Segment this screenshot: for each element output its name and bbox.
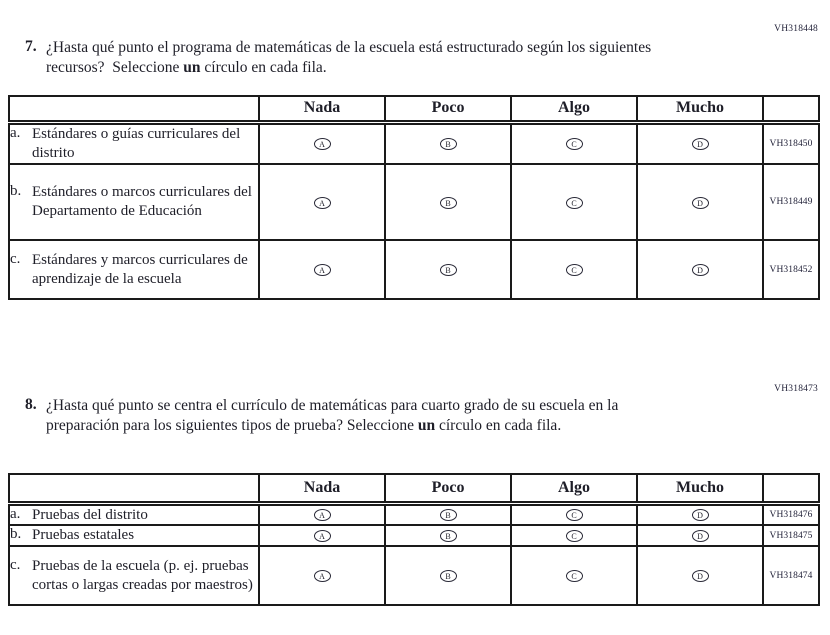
header-code-cell [763, 96, 819, 122]
option-cell-algo [511, 122, 637, 164]
option-bubble-d[interactable]: D [692, 570, 709, 582]
row-label: Estándares o guías curriculares del distrito [32, 126, 241, 161]
option-bubble-b[interactable]: B [440, 138, 457, 150]
question8-response-table [8, 473, 820, 606]
header-empty-cell [9, 96, 259, 122]
option-bubble-b[interactable]: B [440, 570, 457, 582]
option-bubble-b[interactable]: B [440, 530, 457, 542]
table-header-row [9, 474, 819, 503]
header-nada: Nada [259, 96, 385, 122]
option-bubble-a[interactable]: A [314, 138, 331, 150]
table-row [9, 546, 819, 605]
question8-text-pre: ¿Hasta qué punto se centra el currículo de matemáticas para cuarto grado de su escuela en la preparación para los siguientes tipos de prueba? Seleccione [46, 397, 623, 435]
option-bubble-a[interactable]: A [314, 509, 331, 521]
question7-number: 7. [25, 38, 37, 55]
option-bubble-d[interactable]: D [692, 509, 709, 521]
option-cell-algo [511, 164, 637, 240]
question7 [25, 38, 725, 78]
row-label: Pruebas estatales [32, 527, 135, 544]
option-bubble-b[interactable]: B [440, 509, 457, 521]
row-label: Pruebas del distrito [32, 506, 148, 523]
option-cell-poco [385, 240, 511, 299]
row-letter: b. [10, 183, 22, 200]
row-letter: a. [10, 505, 21, 522]
row-label: Pruebas de la escuela (p. ej. pruebas cortas o largas creadas por maestros) [32, 558, 253, 593]
question8-text-emphasis: un [417, 417, 436, 435]
option-bubble-c[interactable]: C [566, 264, 583, 276]
header-mucho: Mucho [637, 96, 763, 122]
table-row [9, 240, 819, 299]
option-cell-nada [259, 240, 385, 299]
row-code: VH318450 [763, 122, 819, 164]
question8-text-post: círculo en cada fila. [435, 417, 562, 435]
row-code: VH318474 [763, 546, 819, 605]
table-row [9, 503, 819, 525]
row-letter: b. [10, 526, 22, 543]
option-cell-poco [385, 503, 511, 525]
option-cell-nada [259, 546, 385, 605]
option-cell-algo [511, 546, 637, 605]
option-cell-mucho [637, 546, 763, 605]
option-bubble-a[interactable]: A [314, 570, 331, 582]
header-nada: Nada [259, 474, 385, 503]
table-row [9, 525, 819, 546]
option-cell-poco [385, 546, 511, 605]
option-bubble-d[interactable]: D [692, 530, 709, 542]
option-cell-algo [511, 240, 637, 299]
question7-text [46, 38, 706, 78]
table-row [9, 122, 819, 164]
row-label-cell [9, 546, 259, 605]
option-bubble-c[interactable]: C [566, 570, 583, 582]
option-bubble-c[interactable]: C [566, 197, 583, 209]
option-cell-poco [385, 122, 511, 164]
question8-number: 8. [25, 396, 37, 413]
row-label-cell [9, 240, 259, 299]
option-cell-nada [259, 503, 385, 525]
row-label: Estándares y marcos curriculares de aprendizaje de la escuela [32, 251, 248, 287]
question7-text-pre: ¿Hasta qué punto el programa de matemáticas de la escuela está estructurado según los siguientes recursos? Seleccione [46, 39, 656, 77]
question8 [25, 396, 725, 436]
row-label: Estándares o marcos curriculares del Departamento de Educación [32, 184, 252, 219]
header-code-cell [763, 474, 819, 503]
header-algo: Algo [511, 474, 637, 503]
option-bubble-a[interactable]: A [314, 264, 331, 276]
option-bubble-a[interactable]: A [314, 197, 331, 209]
option-cell-mucho [637, 503, 763, 525]
header-empty-cell [9, 474, 259, 503]
option-cell-mucho [637, 164, 763, 240]
row-letter: c. [10, 557, 21, 573]
option-bubble-d[interactable]: D [692, 197, 709, 209]
question8-accession-code: VH318473 [774, 384, 818, 394]
header-algo: Algo [511, 96, 637, 122]
row-code: VH318475 [763, 525, 819, 546]
option-cell-algo [511, 525, 637, 546]
row-label-cell [9, 164, 259, 240]
option-bubble-b[interactable]: B [440, 264, 457, 276]
question7-accession-code: VH318448 [774, 24, 818, 34]
option-bubble-c[interactable]: C [566, 138, 583, 150]
row-letter: c. [10, 250, 21, 267]
option-bubble-d[interactable]: D [692, 138, 709, 150]
question7-response-table [8, 95, 820, 300]
option-cell-algo [511, 503, 637, 525]
option-bubble-b[interactable]: B [440, 197, 457, 209]
row-code: VH318449 [763, 164, 819, 240]
option-cell-poco [385, 525, 511, 546]
row-letter: a. [10, 125, 21, 141]
header-poco: Poco [385, 96, 511, 122]
option-bubble-c[interactable]: C [566, 530, 583, 542]
row-label-cell [9, 503, 259, 525]
header-poco: Poco [385, 474, 511, 503]
row-label-cell [9, 525, 259, 546]
option-cell-nada [259, 525, 385, 546]
option-cell-nada [259, 122, 385, 164]
row-code: VH318452 [763, 240, 819, 299]
table-header-row [9, 96, 819, 122]
option-cell-nada [259, 164, 385, 240]
table-row [9, 164, 819, 240]
option-cell-poco [385, 164, 511, 240]
option-bubble-a[interactable]: A [314, 530, 331, 542]
row-label-cell [9, 122, 259, 164]
question7-text-emphasis: un [183, 59, 201, 77]
option-cell-mucho [637, 122, 763, 164]
question8-text [46, 396, 691, 436]
question7-text-post: círculo en cada fila. [200, 59, 327, 77]
row-code: VH318476 [763, 503, 819, 525]
header-mucho: Mucho [637, 474, 763, 503]
option-bubble-c[interactable]: C [566, 509, 583, 521]
option-bubble-d[interactable]: D [692, 264, 709, 276]
option-cell-mucho [637, 525, 763, 546]
option-cell-mucho [637, 240, 763, 299]
